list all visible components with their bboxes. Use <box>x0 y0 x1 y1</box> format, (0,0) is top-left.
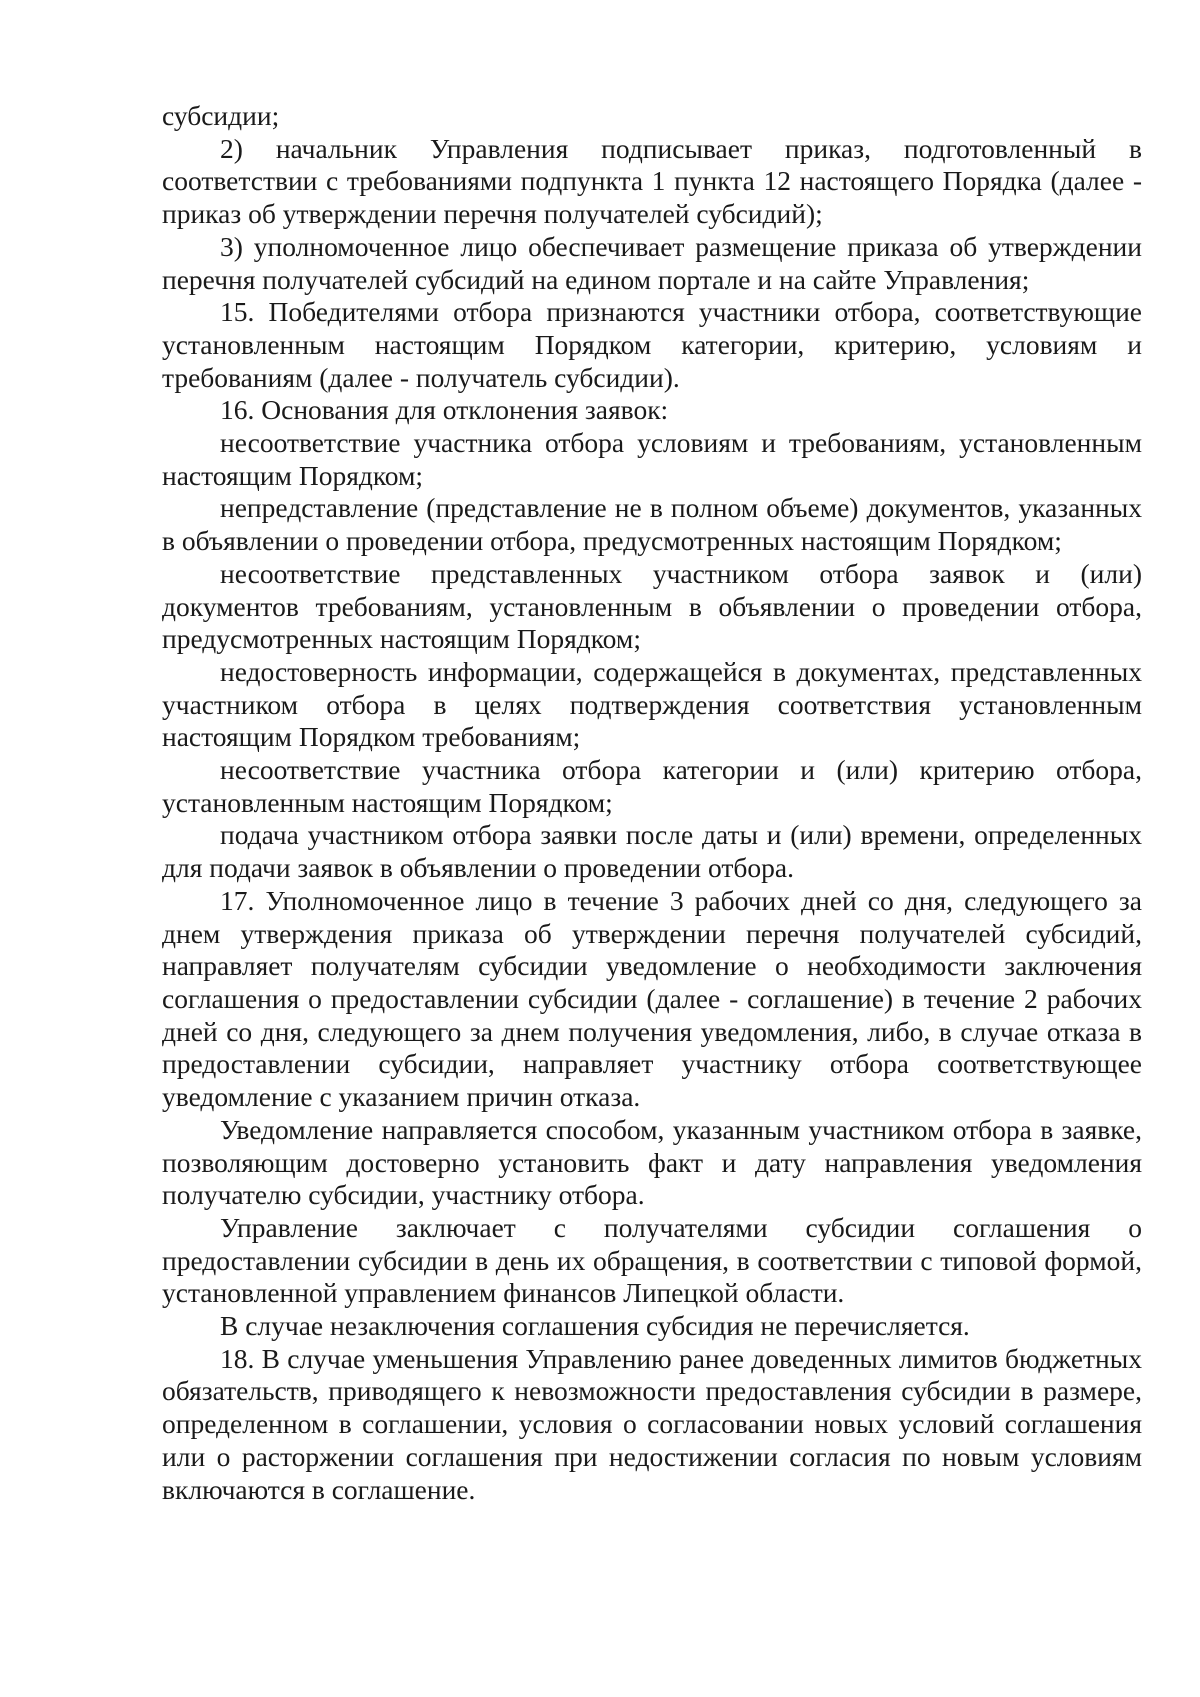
document-page <box>162 100 1142 1506</box>
paragraph-rejection-reason-4: недостоверность информации, содержащейся в документах, представленных участником отбора в целях подтверждения соответствия установленным настоящим Порядком требованиям; <box>162 655 1142 753</box>
paragraph-notification: Уведомление направляется способом, указанным участником отбора в заявке, позволяющим достоверно установить факт и дату направления уведомления получателю субсидии, участнику отбора. <box>162 1113 1142 1211</box>
paragraph-agreement: Управление заключает с получателями субсидии соглашения о предоставлении субсидии в день их обращения, в соответствии с типовой формой, установленной управлением финансов Липецкой области. <box>162 1211 1142 1309</box>
paragraph-17: 17. Уполномоченное лицо в течение 3 рабочих дней со дня, следующего за днем утверждения приказа об утверждении перечня получателей субсидий, направляет получателям субсидии уведомление о необходимости заключения соглашения о предоставлении субсидии (далее - соглашение) в течение 2 рабочих дней со дня, следующего за днем получения уведомления, либо, в случае отказа в предоставлении субсидии, направляет участнику отбора соответствующее уведомление с указанием причин отказа. <box>162 884 1142 1113</box>
paragraph-item-2: 2) начальник Управления подписывает приказ, подготовленный в соответствии с требованиями подпункта 1 пункта 12 настоящего Порядка (далее - приказ об утверждении перечня получателей субсидий); <box>162 132 1142 230</box>
paragraph-15: 15. Победителями отбора признаются участники отбора, соответствующие установленным настоящим Порядком категории, критерию, условиям и требованиям (далее - получатель субсидии). <box>162 296 1142 393</box>
paragraph-rejection-reason-2: непредставление (представление не в полном объеме) документов, указанных в объявлении о проведении отбора, предусмотренных настоящим Порядком; <box>162 492 1142 557</box>
paragraph-rejection-reason-1: несоответствие участника отбора условиям и требованиям, установленным настоящим Порядком; <box>162 427 1142 491</box>
paragraph-rejection-reason-3: несоответствие представленных участником отбора заявок и (или) документов требованиям, установленным в объявлении о проведении отбора, предусмотренных настоящим Порядком; <box>162 557 1142 655</box>
paragraph-18: 18. В случае уменьшения Управлению ранее доведенных лимитов бюджетных обязательств, приводящего к невозможности предоставления субсидии в размере, определенном в соглашении, условия о согласовании новых условий соглашения или о расторжении соглашения при недостижении согласия по новым условиям включаются в соглашение. <box>162 1342 1142 1505</box>
paragraph-continuation: субсидии; <box>162 100 280 131</box>
paragraph-item-3: 3) уполномоченное лицо обеспечивает размещение приказа об утверждении перечня получателей субсидий на едином портале и на сайте Управления; <box>162 230 1142 295</box>
paragraph-16: 16. Основания для отклонения заявок: <box>220 394 669 426</box>
paragraph-rejection-reason-5: несоответствие участника отбора категории и (или) критерию отбора, установленным настоящим Порядком; <box>162 754 1142 818</box>
paragraph-rejection-reason-6: подача участником отбора заявки после даты и (или) времени, определенных для подачи заявок в объявлении о проведении отбора. <box>162 819 1142 884</box>
paragraph-no-agreement: В случае незаключения соглашения субсидия не перечисляется. <box>220 1310 970 1342</box>
